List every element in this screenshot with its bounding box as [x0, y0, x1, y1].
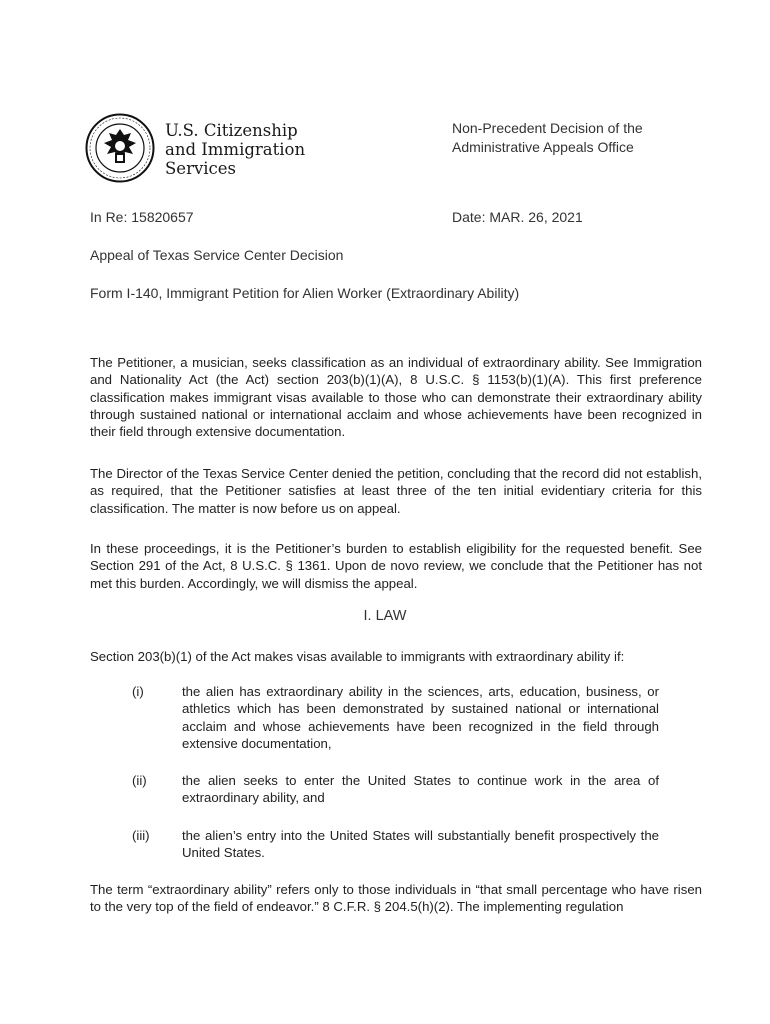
- agency-line-2: and Immigration: [165, 140, 306, 159]
- paragraph-1: The Petitioner, a musician, seeks classification as an individual of extraordinary ability. See Immigration and Nationality Act (the Act) section 203(b)(1)(A), 8 U.S.C. § 1153(b)(1)(A). This first preference classification makes immigrant visas available to those who can demonstrate their extraordinary ability through sustained national or international acclaim and whose achievements have been recognized in their field through extensive documentation.: [90, 355, 702, 440]
- decision-line-1: Non-Precedent Decision of the: [452, 120, 643, 136]
- decision-date: Date: MAR. 26, 2021: [452, 209, 583, 225]
- in-re-receipt: In Re: 15820657: [90, 209, 194, 225]
- appeal-line: Appeal of Texas Service Center Decision: [90, 247, 344, 263]
- paragraph-2: The Director of the Texas Service Center denied the petition, concluding that the record did not establish, as required, that the Petitioner satisfies at least three of the ten initial evidentiary criteria for this classification. The matter is now before us on appeal.: [90, 466, 702, 516]
- clause-number: (i): [132, 684, 144, 699]
- clause-text: the alien has extraordinary ability in the sciences, arts, education, business, or athletics which has been demonstrated by sustained national or international acclaim and whose achievements have been recognized in the field through extensive documentation,: [182, 684, 659, 751]
- decision-line-2: Administrative Appeals Office: [452, 139, 634, 155]
- form-line: Form I-140, Immigrant Petition for Alien Worker (Extraordinary Ability): [90, 285, 520, 301]
- agency-line-1: U.S. Citizenship: [165, 121, 298, 140]
- paragraph-5: The term “extraordinary ability” refers only to those individuals in “that small percentage who have risen to the very top of the field of endeavor.” 8 C.F.R. § 204.5(h)(2). The implementing regulation: [90, 882, 702, 915]
- decision-type: [452, 119, 643, 157]
- clause-text: the alien seeks to enter the United States to continue work in the area of extraordinary ability, and: [182, 773, 659, 806]
- dhs-seal-icon: [85, 113, 155, 183]
- clause-number: (iii): [132, 828, 150, 843]
- clause-text: the alien’s entry into the United States will substantially benefit prospectively the United States.: [182, 828, 659, 861]
- clause-number: (ii): [132, 773, 147, 788]
- agency-name: [165, 121, 305, 178]
- paragraph-4: Section 203(b)(1) of the Act makes visas available to immigrants with extraordinary ability if:: [90, 649, 625, 664]
- paragraph-3: In these proceedings, it is the Petitioner’s burden to establish eligibility for the requested benefit. See Section 291 of the Act, 8 U.S.C. § 1361. Upon de novo review, we conclude that the Petitioner has not met this burden. Accordingly, we will dismiss the appeal.: [90, 541, 702, 591]
- agency-line-3: Services: [165, 159, 237, 178]
- section-heading-law: I. LAW: [363, 608, 407, 624]
